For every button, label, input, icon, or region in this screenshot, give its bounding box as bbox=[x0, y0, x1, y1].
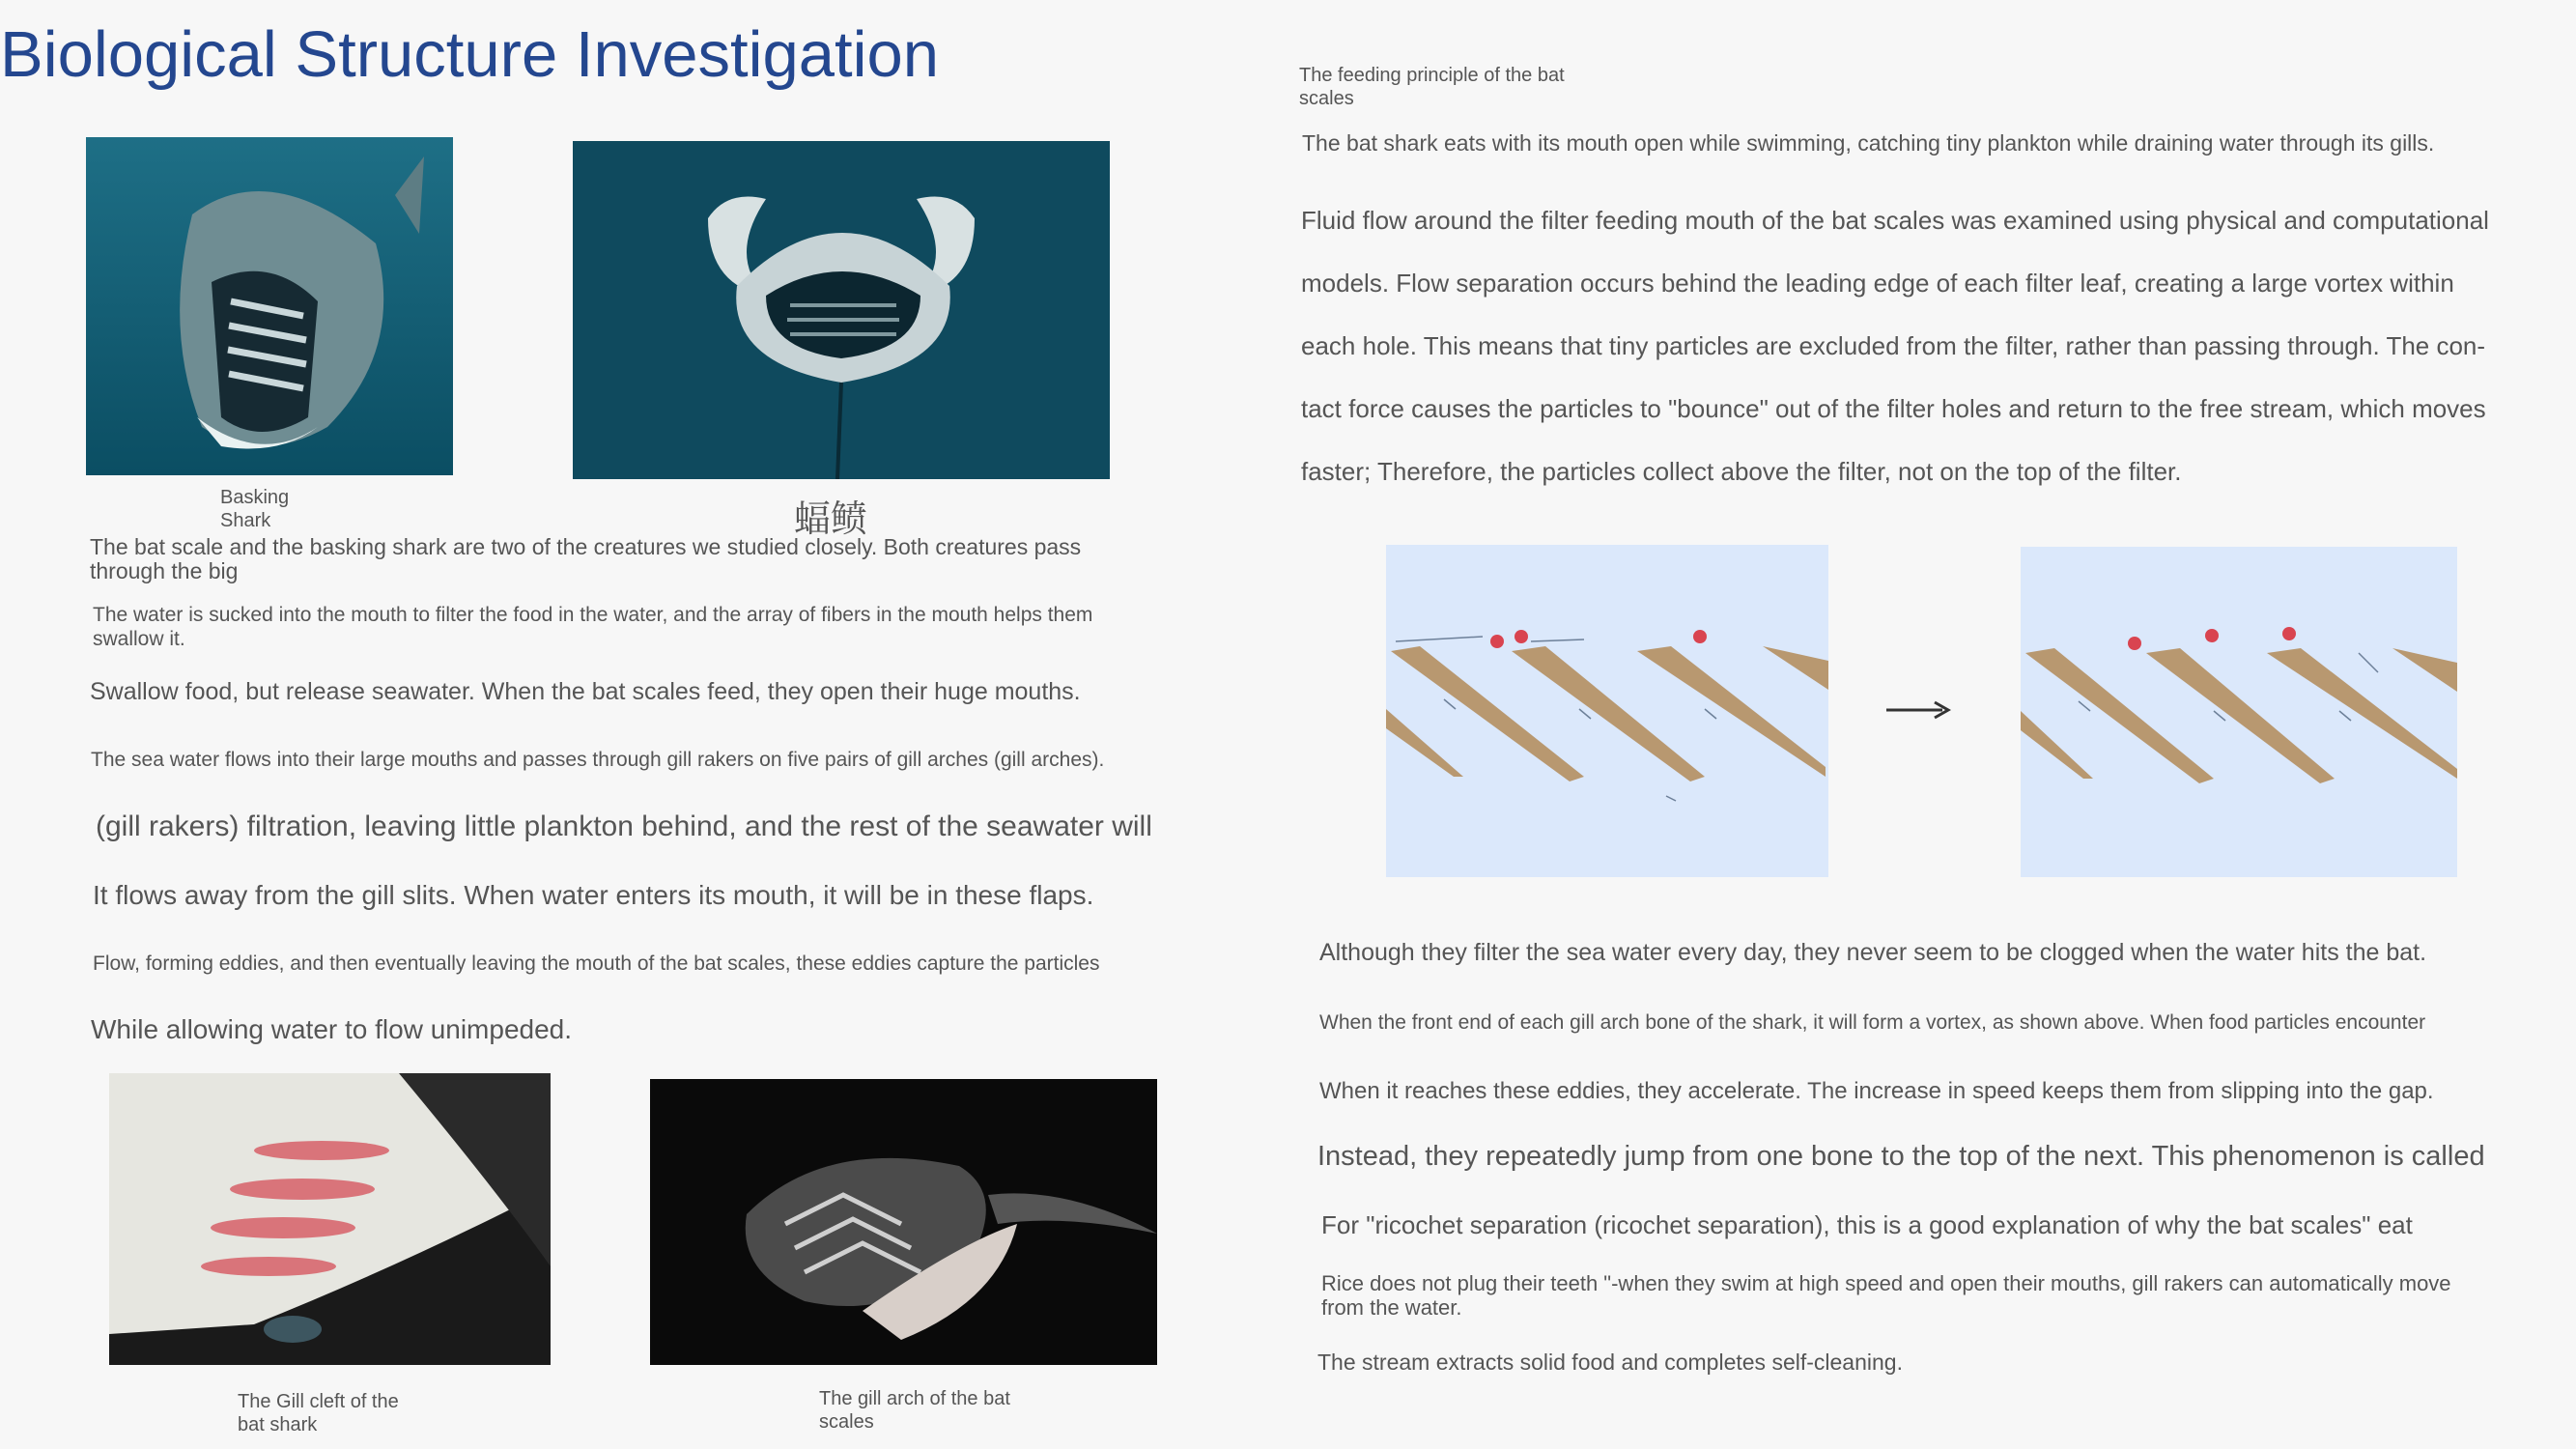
lower-line-4: Instead, they repeatedly jump from one bone to the top of the next. This phenomenon is called bbox=[1317, 1141, 2485, 1172]
transition-arrow-icon bbox=[1884, 698, 1952, 722]
left-paragraph-5: (gill rakers) filtration, leaving little plankton behind, and the rest of the seawater will bbox=[96, 810, 1152, 842]
gill-arch-caption: The gill arch of the bat scales bbox=[819, 1388, 1010, 1433]
left-paragraph-8: While allowing water to flow unimpeded. bbox=[91, 1014, 573, 1044]
lower-line-5: For "ricochet separation (ricochet separation), this is a good explanation of why the bat scales" eat bbox=[1321, 1210, 2413, 1239]
gill-cleft-caption: The Gill cleft of the bat shark bbox=[238, 1391, 399, 1435]
flow-diagram-before bbox=[1386, 545, 1828, 877]
left-paragraph-3: Swallow food, but release seawater. When the bat scales feed, they open their huge mouths. bbox=[90, 678, 1081, 705]
lower-line-1: Although they filter the sea water every day, they never seem to be clogged when the water hits the bat. bbox=[1319, 939, 2427, 966]
manta-ray-photo bbox=[573, 141, 1110, 479]
lower-line-6: Rice does not plug their teeth "-when they swim at high speed and open their mouths, gill rakers can automatically move from the water. bbox=[1321, 1271, 2451, 1320]
gill-cleft-photo bbox=[109, 1073, 551, 1365]
left-paragraph-4: The sea water flows into their large mouths and passes through gill rakers on five pairs of gill arches (gill arches). bbox=[91, 749, 1105, 771]
feeding-principle-heading: The feeding principle of the bat scales bbox=[1299, 65, 1565, 109]
basking-shark-photo bbox=[86, 137, 453, 475]
left-paragraph-6: It flows away from the gill slits. When water enters its mouth, it will be in these flaps. bbox=[93, 880, 1094, 910]
left-paragraph-2: The water is sucked into the mouth to filter the food in the water, and the array of fibers in the mouth helps them swallow it. bbox=[93, 604, 1093, 650]
body-line-2: models. Flow separation occurs behind the leading edge of each filter leaf, creating a large vortex within bbox=[1301, 269, 2454, 298]
manta-caption: 蝠鲼 bbox=[794, 499, 868, 540]
lower-line-2: When the front end of each gill arch bone of the shark, it will form a vortex, as shown above. When food particles encounter bbox=[1319, 1011, 2426, 1034]
lower-line-7: The stream extracts solid food and completes self-cleaning. bbox=[1317, 1350, 1903, 1375]
page-title: Biological Structure Investigation bbox=[0, 18, 940, 91]
feeding-summary: The bat shark eats with its mouth open while swimming, catching tiny plankton while draining water through its gills. bbox=[1302, 130, 2435, 156]
flow-diagram-after bbox=[2021, 547, 2457, 877]
lower-line-3: When it reaches these eddies, they accelerate. The increase in speed keeps them from slipping into the gap. bbox=[1319, 1078, 2434, 1104]
body-line-5: faster; Therefore, the particles collect above the filter, not on the top of the filter. bbox=[1301, 457, 2182, 486]
body-line-3: each hole. This means that tiny particles are excluded from the filter, rather than passing through. The con- bbox=[1301, 331, 2486, 360]
body-line-1: Fluid flow around the filter feeding mouth of the bat scales was examined using physical and computational bbox=[1301, 206, 2489, 235]
body-line-4: tact force causes the particles to "bounce" out of the filter holes and return to the free stream, which moves bbox=[1301, 394, 2486, 423]
left-paragraph-1: The bat scale and the basking shark are two of the creatures we studied closely. Both creatures pass through the big bbox=[90, 534, 1082, 583]
gill-arch-photo bbox=[650, 1079, 1157, 1365]
left-paragraph-7: Flow, forming eddies, and then eventually leaving the mouth of the bat scales, these eddies capture the particles bbox=[93, 952, 1100, 975]
basking-shark-caption: Basking Shark bbox=[220, 487, 290, 531]
